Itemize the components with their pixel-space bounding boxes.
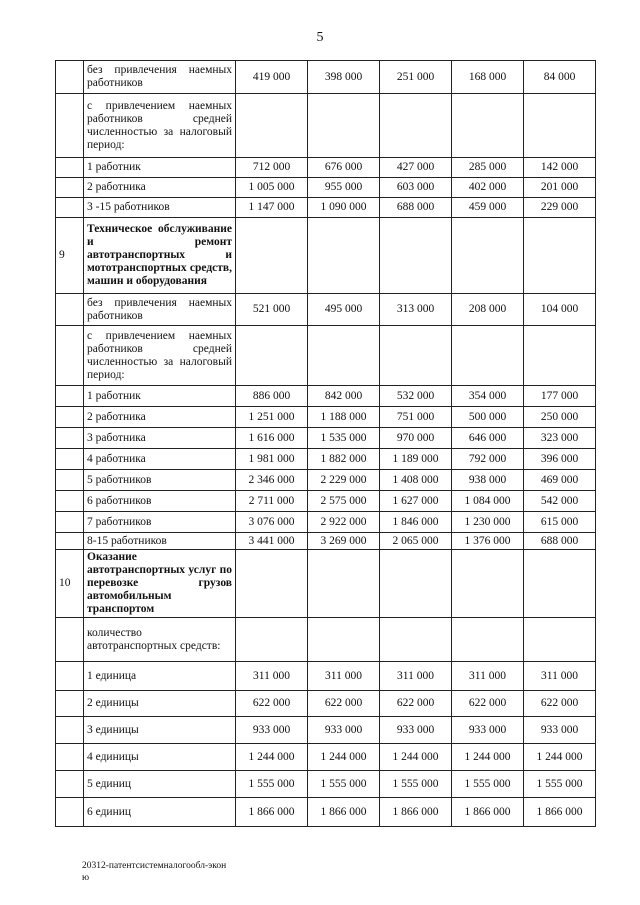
table-row xyxy=(56,449,596,470)
activity-description-cell: 3 работника xyxy=(84,428,236,449)
activity-description-cell: 1 работник xyxy=(84,158,236,178)
rate-value-cell xyxy=(524,218,596,294)
rate-value-cell: 1 535 000 xyxy=(308,428,380,449)
row-number-cell xyxy=(56,470,84,491)
rate-value-cell xyxy=(452,326,524,386)
rate-value-cell: 622 000 xyxy=(524,691,596,717)
rate-value-cell: 646 000 xyxy=(452,428,524,449)
table-row xyxy=(56,61,596,94)
table-row xyxy=(56,294,596,326)
rate-value-cell: 688 000 xyxy=(524,533,596,550)
rate-value-cell: 323 000 xyxy=(524,428,596,449)
rate-value-cell xyxy=(308,94,380,158)
rate-value-cell: 970 000 xyxy=(380,428,452,449)
row-number-cell xyxy=(56,717,84,744)
rate-value-cell xyxy=(524,618,596,662)
rate-value-cell: 208 000 xyxy=(452,294,524,326)
table-row xyxy=(56,691,596,717)
rate-value-cell: 1 189 000 xyxy=(380,449,452,470)
rate-value-cell: 933 000 xyxy=(380,717,452,744)
activity-description-cell: 8-15 работников xyxy=(84,533,236,550)
rate-value-cell: 1 616 000 xyxy=(236,428,308,449)
rate-value-cell: 933 000 xyxy=(236,717,308,744)
row-number-cell: 10 xyxy=(56,550,84,618)
activity-description-cell: 5 работников xyxy=(84,470,236,491)
row-number-cell xyxy=(56,798,84,827)
rate-value-cell: 688 000 xyxy=(380,198,452,218)
activity-description-cell: 6 единиц xyxy=(84,798,236,827)
row-number-cell xyxy=(56,533,84,550)
rate-value-cell: 311 000 xyxy=(380,662,452,691)
row-number-cell xyxy=(56,61,84,94)
activity-description-cell: 5 единиц xyxy=(84,771,236,798)
rate-value-cell xyxy=(380,618,452,662)
table-row xyxy=(56,798,596,827)
rate-value-cell: 168 000 xyxy=(452,61,524,94)
rate-value-cell: 1 627 000 xyxy=(380,491,452,512)
rate-value-cell: 842 000 xyxy=(308,386,380,407)
activity-description-cell: 6 работников xyxy=(84,491,236,512)
rate-value-cell xyxy=(236,550,308,618)
rate-value-cell: 938 000 xyxy=(452,470,524,491)
rate-value-cell: 792 000 xyxy=(452,449,524,470)
table-row xyxy=(56,470,596,491)
rate-value-cell xyxy=(452,618,524,662)
table-row xyxy=(56,326,596,386)
rate-value-cell: 886 000 xyxy=(236,386,308,407)
rate-value-cell: 1 084 000 xyxy=(452,491,524,512)
activity-description-cell: 2 работника xyxy=(84,178,236,198)
table-row xyxy=(56,744,596,771)
rate-value-cell: 1 555 000 xyxy=(236,771,308,798)
row-number-cell xyxy=(56,407,84,428)
activity-description-cell: количество автотранспортных средств: xyxy=(84,618,236,662)
rate-value-cell: 469 000 xyxy=(524,470,596,491)
activity-description-cell: 2 единицы xyxy=(84,691,236,717)
rate-value-cell xyxy=(452,550,524,618)
rate-value-cell: 2 711 000 xyxy=(236,491,308,512)
rate-value-cell: 622 000 xyxy=(308,691,380,717)
row-number-cell xyxy=(56,94,84,158)
rate-value-cell: 396 000 xyxy=(524,449,596,470)
rate-value-cell: 1 244 000 xyxy=(236,744,308,771)
row-number-cell xyxy=(56,294,84,326)
rate-value-cell: 1 555 000 xyxy=(308,771,380,798)
table-row xyxy=(56,771,596,798)
rate-value-cell: 285 000 xyxy=(452,158,524,178)
table-row xyxy=(56,491,596,512)
rate-value-cell: 1 251 000 xyxy=(236,407,308,428)
row-number-cell xyxy=(56,178,84,198)
rate-value-cell: 201 000 xyxy=(524,178,596,198)
rate-value-cell: 313 000 xyxy=(380,294,452,326)
activity-description-cell: с привлечением наемных работников средней численностью за налоговый период: xyxy=(84,94,236,158)
rate-value-cell xyxy=(380,94,452,158)
rate-value-cell: 311 000 xyxy=(308,662,380,691)
document-footer-code: 20312-патентсистемналогообл-эконю xyxy=(82,861,227,883)
row-number-cell xyxy=(56,158,84,178)
table-row xyxy=(56,533,596,550)
rate-value-cell: 1 244 000 xyxy=(380,744,452,771)
row-number-cell xyxy=(56,771,84,798)
row-number-cell xyxy=(56,491,84,512)
table-row xyxy=(56,158,596,178)
rate-value-cell: 712 000 xyxy=(236,158,308,178)
rate-value-cell: 1 555 000 xyxy=(452,771,524,798)
table-row xyxy=(56,386,596,407)
rate-value-cell xyxy=(524,326,596,386)
activity-description-cell: 1 единица xyxy=(84,662,236,691)
rate-value-cell: 142 000 xyxy=(524,158,596,178)
activity-description-cell: без привлечения наемных работников xyxy=(84,61,236,94)
rate-value-cell: 1 090 000 xyxy=(308,198,380,218)
rate-value-cell xyxy=(236,94,308,158)
rate-value-cell: 229 000 xyxy=(524,198,596,218)
activity-description-cell: с привлечением наемных работников средней численностью за налоговый период: xyxy=(84,326,236,386)
rate-value-cell xyxy=(308,218,380,294)
rate-value-cell: 500 000 xyxy=(452,407,524,428)
rate-value-cell: 615 000 xyxy=(524,512,596,533)
rate-value-cell: 1 882 000 xyxy=(308,449,380,470)
rate-value-cell: 459 000 xyxy=(452,198,524,218)
row-number-cell xyxy=(56,428,84,449)
rate-value-cell: 1 244 000 xyxy=(524,744,596,771)
rate-value-cell: 1 408 000 xyxy=(380,470,452,491)
rate-value-cell: 402 000 xyxy=(452,178,524,198)
activity-description-cell: 4 единицы xyxy=(84,744,236,771)
table-row xyxy=(56,512,596,533)
table-row xyxy=(56,198,596,218)
rate-value-cell: 104 000 xyxy=(524,294,596,326)
rate-value-cell xyxy=(380,218,452,294)
rate-value-cell: 933 000 xyxy=(308,717,380,744)
activity-description-cell: 3 единицы xyxy=(84,717,236,744)
table-row xyxy=(56,218,596,294)
rate-value-cell: 933 000 xyxy=(524,717,596,744)
rate-value-cell: 542 000 xyxy=(524,491,596,512)
activity-description-cell: 7 работников xyxy=(84,512,236,533)
row-number-cell xyxy=(56,618,84,662)
row-number-cell xyxy=(56,691,84,717)
table-row xyxy=(56,618,596,662)
row-number-cell xyxy=(56,662,84,691)
rate-value-cell: 622 000 xyxy=(452,691,524,717)
rate-value-cell: 354 000 xyxy=(452,386,524,407)
activity-description-cell: 3 -15 работников xyxy=(84,198,236,218)
tax-rates-table-body xyxy=(56,61,596,827)
rate-value-cell: 751 000 xyxy=(380,407,452,428)
row-number-cell: 9 xyxy=(56,218,84,294)
rate-value-cell: 1 555 000 xyxy=(380,771,452,798)
rate-value-cell: 1 244 000 xyxy=(452,744,524,771)
activity-description-cell: Оказание автотранспортных услуг по перевозке грузов автомобильным транспортом xyxy=(84,550,236,618)
rate-value-cell: 3 441 000 xyxy=(236,533,308,550)
page-number: 5 xyxy=(316,30,324,45)
table-row xyxy=(56,407,596,428)
rate-value-cell: 1 866 000 xyxy=(308,798,380,827)
rate-value-cell xyxy=(308,326,380,386)
tax-rates-table xyxy=(55,60,596,827)
rate-value-cell xyxy=(380,550,452,618)
rate-value-cell: 2 065 000 xyxy=(380,533,452,550)
rate-value-cell: 3 076 000 xyxy=(236,512,308,533)
activity-description-cell: 2 работника xyxy=(84,407,236,428)
rate-value-cell: 676 000 xyxy=(308,158,380,178)
rate-value-cell: 1 555 000 xyxy=(524,771,596,798)
rate-value-cell: 1 244 000 xyxy=(308,744,380,771)
activity-description-cell: 4 работника xyxy=(84,449,236,470)
table-row xyxy=(56,662,596,691)
rate-value-cell xyxy=(308,618,380,662)
rate-value-cell: 521 000 xyxy=(236,294,308,326)
rate-value-cell: 1 846 000 xyxy=(380,512,452,533)
row-number-cell xyxy=(56,744,84,771)
rate-value-cell: 622 000 xyxy=(380,691,452,717)
rate-value-cell: 2 346 000 xyxy=(236,470,308,491)
rate-value-cell: 251 000 xyxy=(380,61,452,94)
rate-value-cell: 419 000 xyxy=(236,61,308,94)
rate-value-cell xyxy=(452,218,524,294)
rate-value-cell: 1 866 000 xyxy=(380,798,452,827)
rate-value-cell xyxy=(236,618,308,662)
rate-value-cell: 427 000 xyxy=(380,158,452,178)
rate-value-cell: 1 981 000 xyxy=(236,449,308,470)
rate-value-cell xyxy=(236,218,308,294)
row-number-cell xyxy=(56,512,84,533)
table-row xyxy=(56,717,596,744)
rate-value-cell xyxy=(236,326,308,386)
activity-description-cell: без привлечения наемных работников xyxy=(84,294,236,326)
rate-value-cell: 2 922 000 xyxy=(308,512,380,533)
rate-value-cell: 1 866 000 xyxy=(452,798,524,827)
rate-value-cell: 1 866 000 xyxy=(236,798,308,827)
rate-value-cell: 1 005 000 xyxy=(236,178,308,198)
row-number-cell xyxy=(56,326,84,386)
rate-value-cell: 177 000 xyxy=(524,386,596,407)
rate-value-cell xyxy=(380,326,452,386)
rate-value-cell: 1 376 000 xyxy=(452,533,524,550)
table-row xyxy=(56,428,596,449)
rate-value-cell: 311 000 xyxy=(236,662,308,691)
rate-value-cell: 311 000 xyxy=(524,662,596,691)
rate-value-cell: 933 000 xyxy=(452,717,524,744)
rate-value-cell xyxy=(524,550,596,618)
activity-description-cell: 1 работник xyxy=(84,386,236,407)
rate-value-cell: 250 000 xyxy=(524,407,596,428)
rate-value-cell: 2 229 000 xyxy=(308,470,380,491)
rate-value-cell: 1 866 000 xyxy=(524,798,596,827)
rate-value-cell: 1 147 000 xyxy=(236,198,308,218)
rate-value-cell: 398 000 xyxy=(308,61,380,94)
rate-value-cell: 311 000 xyxy=(452,662,524,691)
rate-value-cell: 84 000 xyxy=(524,61,596,94)
rate-value-cell: 603 000 xyxy=(380,178,452,198)
rate-value-cell xyxy=(308,550,380,618)
rate-value-cell: 532 000 xyxy=(380,386,452,407)
row-number-cell xyxy=(56,386,84,407)
table-row xyxy=(56,94,596,158)
rate-value-cell: 1 230 000 xyxy=(452,512,524,533)
table-row xyxy=(56,178,596,198)
table-row xyxy=(56,550,596,618)
row-number-cell xyxy=(56,449,84,470)
rate-value-cell xyxy=(452,94,524,158)
rate-value-cell: 3 269 000 xyxy=(308,533,380,550)
rate-value-cell: 495 000 xyxy=(308,294,380,326)
rate-value-cell: 1 188 000 xyxy=(308,407,380,428)
rate-value-cell: 955 000 xyxy=(308,178,380,198)
row-number-cell xyxy=(56,198,84,218)
activity-description-cell: Техническое обслуживание и ремонт автотранспортных и мототранспортных средств, машин и оборудования xyxy=(84,218,236,294)
rate-value-cell: 2 575 000 xyxy=(308,491,380,512)
rate-value-cell: 622 000 xyxy=(236,691,308,717)
rate-value-cell xyxy=(524,94,596,158)
